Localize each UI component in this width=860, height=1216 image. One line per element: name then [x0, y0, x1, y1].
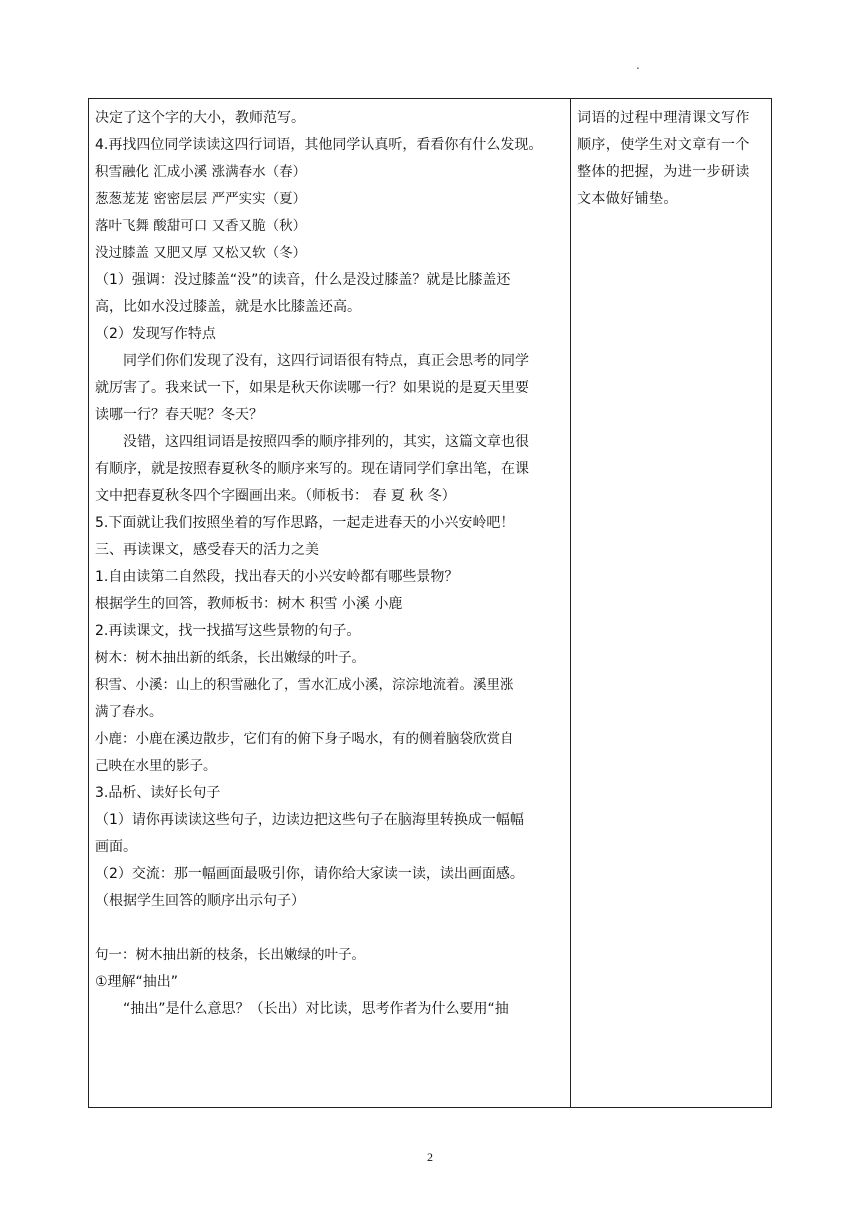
text-line: “抽出”是什么意思？（长出）对比读，思考作者为什么要用“抽: [123, 1001, 509, 1017]
text-line: 读哪一行？春天呢？冬天？: [95, 407, 263, 423]
quote-line: 句一：树木抽出新的枝条，长出嫩绿的叶子。: [95, 947, 365, 963]
word-group-line: 没过膝盖 又肥又厚 又松又软（冬）: [95, 245, 307, 261]
text-line: 就厉害了。我来试一下，如果是秋天你读哪一行？如果说的是夏天里要: [95, 380, 529, 396]
text-line: 决定了这个字的大小，教师范写。: [95, 110, 305, 126]
text-line: 3.品析、读好长句子: [95, 785, 221, 801]
text-line: （根据学生回答的顺序出示句子）: [95, 893, 305, 909]
text-line: 高，比如水没过膝盖，就是水比膝盖还高。: [95, 299, 361, 315]
text-line: （2）发现写作特点: [95, 326, 216, 342]
quote-line: 小鹿：小鹿在溪边散步，它们有的俯下身子喝水，有的侧着脑袋欣赏自: [95, 731, 514, 747]
text-line: 1.自由读第二自然段，找出春天的小兴安岭都有哪些景物？: [95, 569, 459, 585]
quote-line: 己映在水里的影子。: [95, 758, 217, 774]
text-line: 词语的过程中理清课文写作: [577, 110, 750, 126]
text-line: ①理解“抽出”: [95, 974, 179, 990]
text-line: （1）请你再读读这些句子，边读边把这些句子在脑海里转换成一幅幅: [95, 812, 524, 828]
quote-line: 树木：树木抽出新的纸条，长出嫩绿的叶子。: [95, 650, 365, 666]
text-line: 同学们你们发现了没有，这四行词语很有特点，真正会思考的同学: [123, 353, 529, 369]
blank-line: [95, 915, 565, 942]
text-line: 文本做好铺垫。: [577, 191, 678, 207]
text-line: 5.下面就让我们按照坐着的写作思路，一起走进春天的小兴安岭吧！: [95, 515, 515, 531]
quote-line: 积雪、小溪：山上的积雪融化了，雪水汇成小溪，淙淙地流着。溪里涨: [95, 677, 514, 693]
text-line: 整体的把握，为进一步研读: [577, 164, 750, 180]
lesson-plan-table: [88, 98, 772, 1108]
text-line: 文中把春夏秋冬四个字圈画出来。（师板书： 春 夏 秋 冬）: [95, 488, 456, 504]
text-line: 顺序，使学生对文章有一个: [577, 137, 750, 153]
text-line: 没错，这四组词语是按照四季的顺序排列的，其实，这篇文章也很: [123, 434, 529, 450]
text-line: （2）交流：那一幅画面最吸引你，请你给大家读一读，读出画面感。: [95, 866, 524, 882]
text-line: （1）强调：没过膝盖“没”的读音，什么是没过膝盖？就是比膝盖还: [95, 272, 511, 288]
section-heading: 三、再读课文，感受春天的活力之美: [95, 542, 319, 558]
text-line: 有顺序，就是按照春夏秋冬的顺序来写的。现在请同学们拿出笔，在课: [95, 461, 529, 477]
text-line: 画面。: [95, 839, 137, 855]
word-group-line: 落叶飞舞 酸甜可口 又香又脆（秋）: [95, 218, 307, 234]
header-mark: .: [636, 58, 640, 72]
text-line: 根据学生的回答，教师板书：树木 积雪 小溪 小鹿: [95, 596, 403, 612]
design-intent-column: [577, 105, 767, 213]
word-group-line: 积雪融化 汇成小溪 涨满春水（春）: [95, 164, 307, 180]
word-group-line: 葱葱茏茏 密密层层 严严实实（夏）: [95, 191, 307, 207]
column-divider: [570, 99, 571, 1107]
text-line: 4.再找四位同学读读这四行词语，其他同学认真听，看看你有什么发现。: [95, 137, 543, 153]
text-line: 2.再读课文，找一找描写这些景物的句子。: [95, 623, 361, 639]
quote-line: 满了春水。: [95, 704, 163, 720]
teaching-process-column: [95, 105, 565, 1023]
page-number: 2: [427, 1150, 433, 1164]
